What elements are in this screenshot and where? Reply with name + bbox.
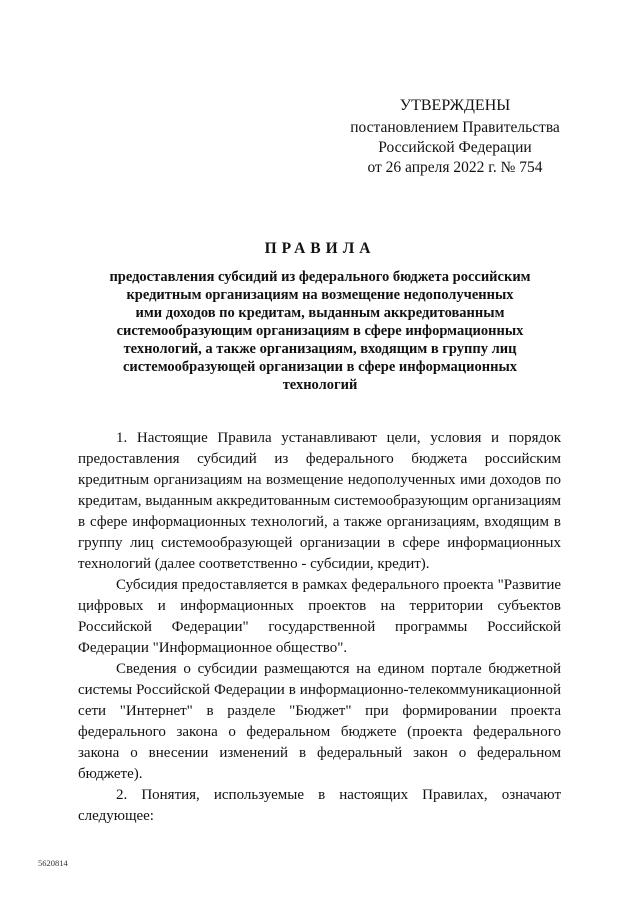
subtitle-line: технологий: [282, 377, 358, 393]
document-body: [78, 428, 561, 827]
approval-line: Российской Федерации: [378, 139, 532, 156]
approval-line: постановлением Правительства: [350, 119, 560, 136]
subtitle-line: ими доходов по кредитам, выданным аккредитованным: [135, 305, 505, 321]
subtitle-line: предоставления субсидий из федерального бюджета российским: [109, 269, 531, 285]
subtitle-line: системообразующим организациям в сфере информационных: [116, 323, 524, 339]
paragraph: Сведения о субсидии размещаются на едином портале бюджетной системы Российской Федерации в информационно-телекоммуникационной сети "Интернет" в разделе "Бюджет" при формировании проекта федерального закона о федеральном бюджете (проекта федерального закона о внесении изменений в федеральный закон о федеральном бюджете).: [78, 661, 561, 782]
paragraph: 1. Настоящие Правила устанавливают цели, условия и порядок предоставления субсидий из федерального бюджета российским кредитным организациям на возмещение недополученных ими доходов по кредитам, выданным аккредитованным системообразующим организациям в сфере информационных технологий, а также организациям, входящим в группу лиц системообразующей организации в сфере информационных технологий (далее соответственно - субсидии, кредит).: [78, 430, 561, 572]
document-title-block: [80, 240, 560, 394]
approval-stamp: [340, 96, 570, 178]
paragraph: Субсидия предоставляется в рамках федерального проекта "Развитие цифровых и информационных проектов на территории субъектов Российской Федерации" государственной программы Российской Федерации "Информационное общество".: [78, 577, 561, 656]
approval-heading: УТВЕРЖДЕНЫ: [399, 97, 511, 114]
subtitle-line: кредитным организациям на возмещение недополученных: [126, 287, 514, 303]
document-code: 5620814: [38, 858, 68, 868]
subtitle-line: системообразующей организации в сфере информационных: [122, 359, 518, 375]
document-title: ПРАВИЛА: [264, 240, 376, 257]
subtitle-line: технологий, а также организациям, входящим в группу лиц: [123, 341, 517, 357]
approval-line: от 26 апреля 2022 г. № 754: [367, 159, 543, 176]
paragraph: 2. Понятия, используемые в настоящих Правилах, означают следующее:: [78, 787, 561, 824]
document-subtitle: [80, 268, 560, 394]
